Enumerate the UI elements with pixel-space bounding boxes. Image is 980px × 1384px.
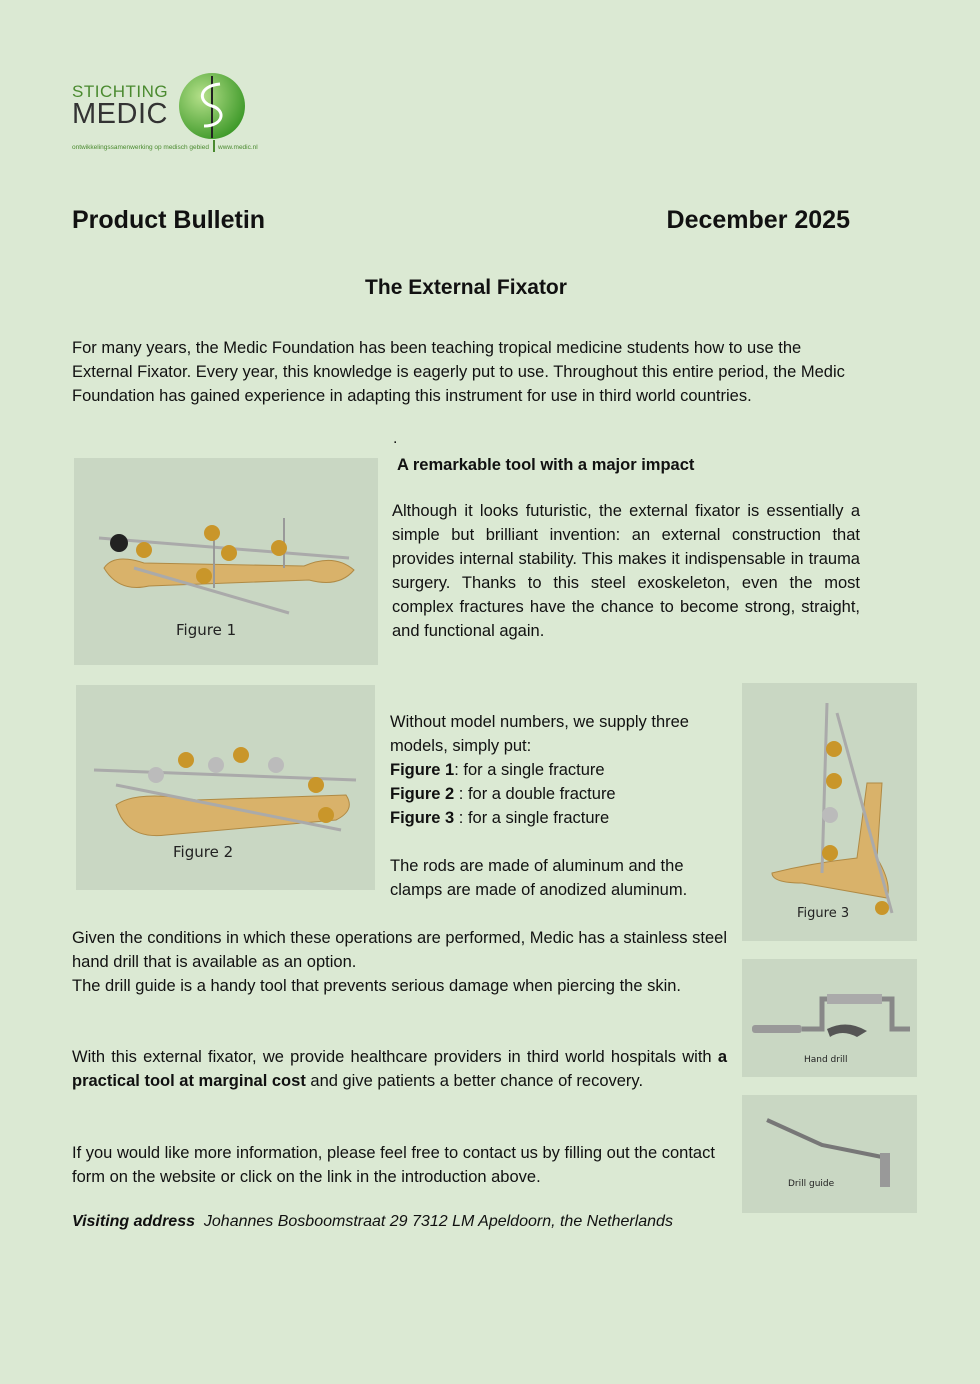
- figure-2-image: [76, 685, 375, 890]
- stray-dot: .: [393, 430, 398, 447]
- materials-text: The rods are made of aluminum and the clamps are made of anodized aluminum.: [390, 857, 688, 899]
- drill-guide-image: [742, 1095, 917, 1213]
- closing-paragraph: With this external fixator, we provide healthcare providers in third world hospitals with a practical tool at marginal cost and give patients a better chance of recovery.: [72, 1048, 727, 1090]
- section-heading: A remarkable tool with a major impact: [397, 456, 695, 474]
- models-intro: Without model numbers, we supply three models, simply put:: [390, 713, 689, 755]
- page-title: The External Fixator: [365, 276, 567, 299]
- model-item: Figure 1: for a single fracture: [390, 761, 605, 779]
- intro-paragraph: For many years, the Medic Foundation has been teaching tropical medicine students how to use the External Fixator. Every year, this knowledge is eagerly put to use. Throughout this entire period, the Medic Foundation has gained experience in adapting this instrument for use in third world countries.: [72, 339, 845, 405]
- figure-1-label: Figure 1: [176, 621, 237, 639]
- section-body: Although it looks futuristic, the external fixator is essentially a simple but brilliant invention: an external construction that provides internal stability. This makes it indispensable in trauma surgery. Thanks to this steel exoskeleton, even the most complex fractures have the chance to become strong, straight, and functional again.: [392, 502, 860, 640]
- hand-drill-label: Hand drill: [804, 1055, 848, 1065]
- bulletin-date: December 2025: [666, 206, 850, 234]
- logo-website: www.medic.nl: [218, 144, 258, 151]
- figure-3-label: Figure 3: [797, 906, 850, 921]
- hand-drill-image: [742, 959, 917, 1077]
- models-block: [390, 710, 730, 902]
- figure-1-image: [74, 458, 378, 665]
- logo-stichting: STICHTING: [72, 82, 169, 101]
- drill-guide-label: Drill guide: [788, 1179, 835, 1189]
- logo-tagline: ontwikkelingssamenwerking op medisch gebied: [72, 144, 209, 151]
- drill-guide-text: The drill guide is a handy tool that prevents serious damage when piercing the skin.: [72, 977, 682, 995]
- visiting-address: Visiting address Johannes Bosboomstraat 29 7312 LM Apeldoorn, the Netherlands: [72, 1213, 673, 1230]
- model-item: Figure 3 : for a single fracture: [390, 809, 610, 827]
- figure-3-image: [742, 683, 917, 941]
- conditions-text: Given the conditions in which these operations are performed, Medic has a stainless steel hand drill that is available as an option.: [72, 929, 727, 971]
- logo-caduceus-icon: [178, 72, 246, 140]
- conditions-paragraph: [72, 926, 727, 998]
- figure-2-label: Figure 2: [173, 843, 234, 861]
- logo-medic: MEDIC: [72, 98, 168, 130]
- contact-paragraph: If you would like more information, please feel free to contact us by filling out the contact form on the website or click on the link in the introduction above.: [72, 1144, 715, 1186]
- model-item: Figure 2 : for a double fracture: [390, 785, 616, 803]
- bulletin-title: Product Bulletin: [72, 206, 266, 234]
